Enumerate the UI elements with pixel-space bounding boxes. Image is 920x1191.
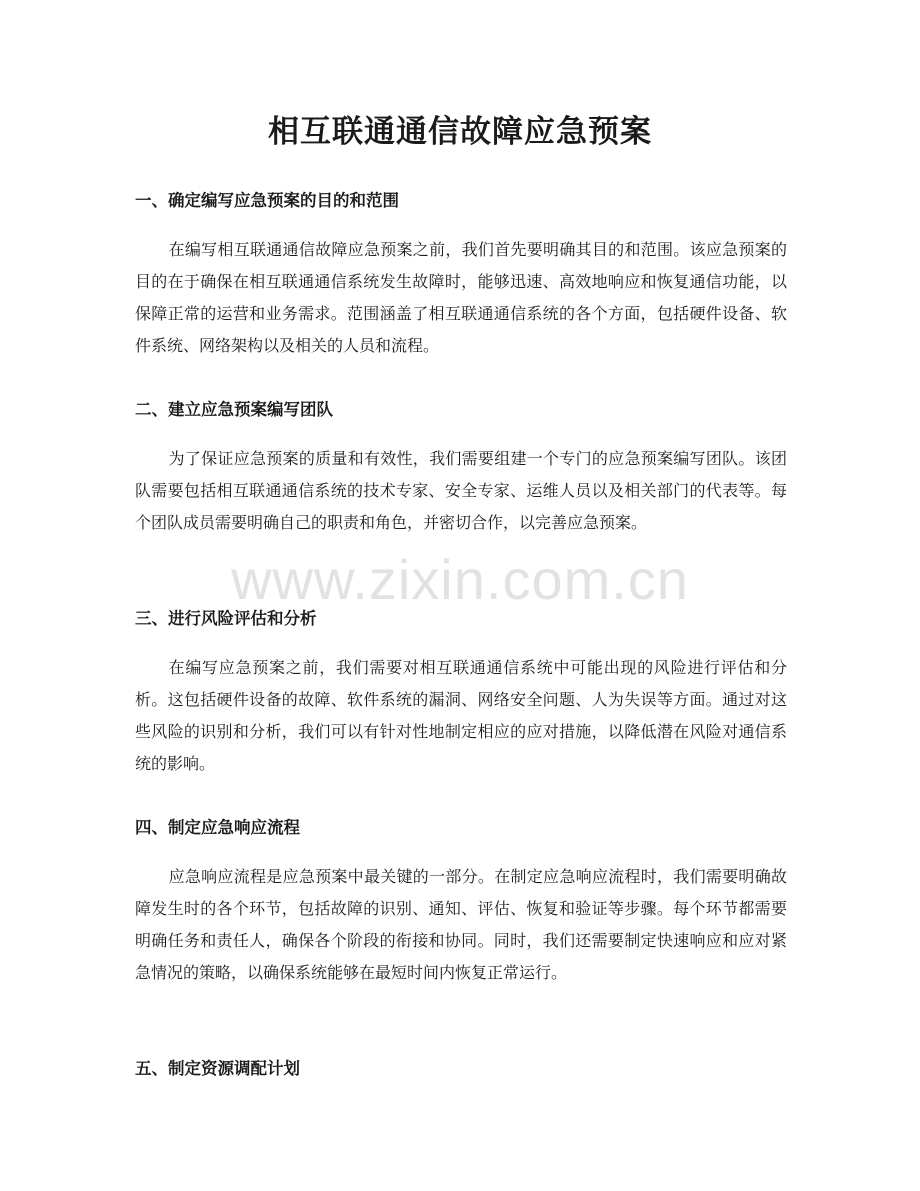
section-body-1: 在编写相互联通通信故障应急预案之前，我们首先要明确其目的和范围。该应急预案的目的在于确保在相互联通通信系统发生故障时，能够迅速、高效地响应和恢复通信功能，以保障正常的运营和业务需求。范围涵盖了相互联通通信系统的各个方面，包括硬件设备、软件系统、网络架构以及相关的人员和流程。 — [135, 240, 787, 355]
section-heading-5: 五、制定资源调配计划 — [135, 1059, 300, 1078]
section-heading-3: 三、进行风险评估和分析 — [135, 609, 317, 628]
section-heading-2: 二、建立应急预案编写团队 — [135, 400, 333, 419]
document-title: 相互联通通信故障应急预案 — [268, 114, 652, 150]
section-body-2: 为了保证应急预案的质量和有效性，我们需要组建一个专门的应急预案编写团队。该团队需要包括相互联通通信系统的技术专家、安全专家、运维人员以及相关部门的代表等。每个团队成员需要明确自己的职责和角色，并密切合作，以完善应急预案。 — [135, 449, 787, 532]
section-heading-1: 一、确定编写应急预案的目的和范围 — [135, 191, 399, 210]
section-heading-4: 四、制定应急响应流程 — [135, 818, 300, 837]
section-body-4: 应急响应流程是应急预案中最关键的一部分。在制定应急响应流程时，我们需要明确故障发生时的各个环节，包括故障的识别、通知、评估、恢复和验证等步骤。每个环节都需要明确任务和责任人，确保各个阶段的衔接和协同。同时，我们还需要制定快速响应和应对紧急情况的策略，以确保系统能够在最短时间内恢复正常运行。 — [135, 867, 787, 982]
watermark: www.zixin.com.cn — [231, 548, 689, 611]
section-body-3: 在编写应急预案之前，我们需要对相互联通通信系统中可能出现的风险进行评估和分析。这包括硬件设备的故障、软件系统的漏洞、网络安全问题、人为失误等方面。通过对这些风险的识别和分析，我们可以有针对性地制定相应的应对措施，以降低潜在风险对通信系统的影响。 — [135, 658, 787, 773]
